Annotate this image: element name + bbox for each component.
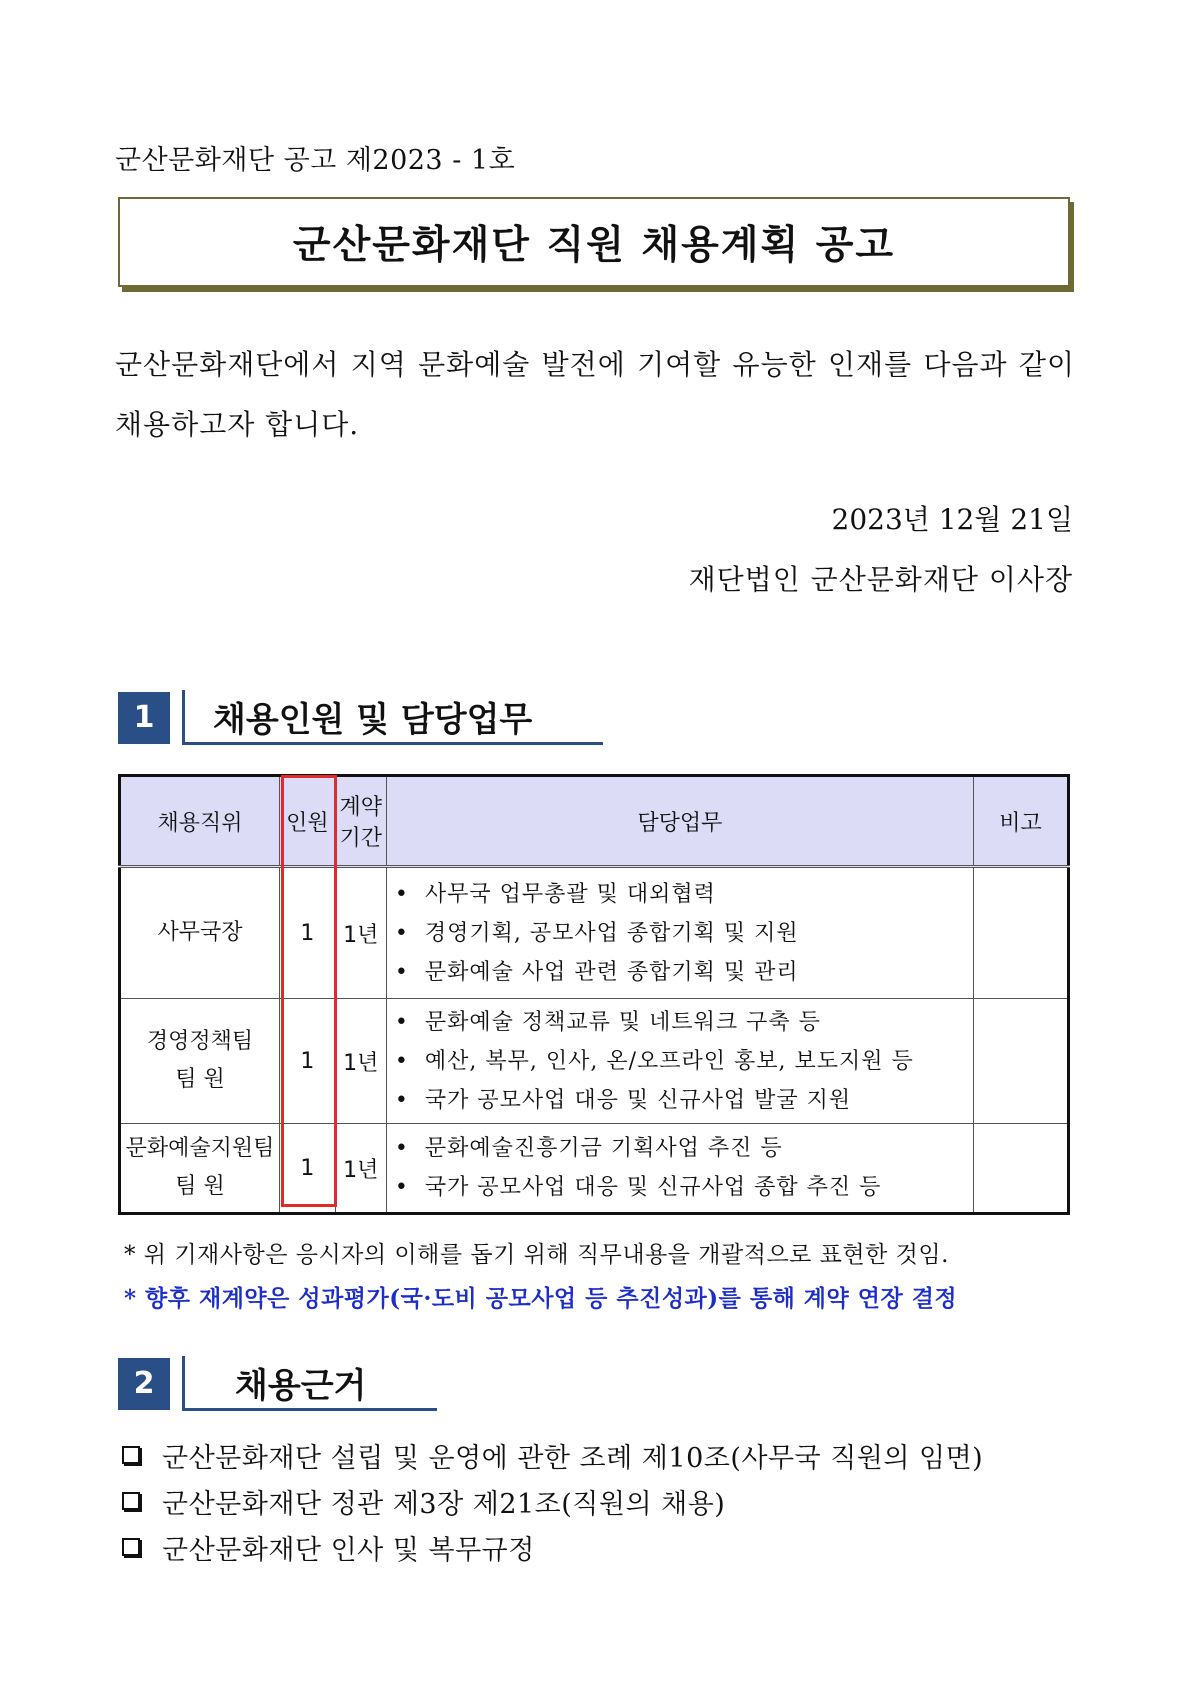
checkbox-square-icon [122, 1446, 140, 1464]
cell-duties [386, 999, 973, 1124]
checkbox-square-icon [122, 1538, 140, 1556]
duty-item [395, 1042, 973, 1081]
intro-paragraph: 군산문화재단에서 지역 문화예술 발전에 기여할 유능한 인재를 다음과 같이 채용하고자 합니다. [115, 348, 1075, 441]
duty-item [395, 1003, 973, 1042]
cell-note [973, 999, 1068, 1124]
duty-item [395, 953, 973, 992]
header-contract-line2: 기간 [339, 826, 382, 851]
header-note: 비고 [973, 776, 1068, 867]
bullet-icon: • [394, 1087, 409, 1113]
notice-number: 군산문화재단 공고 제2023 - 1호 [115, 145, 516, 176]
basis-text: 군산문화재단 인사 및 복무규정 [162, 1534, 535, 1566]
cell-count: 1 [280, 867, 336, 999]
bullet-icon: • [394, 1175, 409, 1200]
header-count: 인원 [280, 776, 336, 867]
section-number: 2 [118, 1358, 170, 1410]
bullet-icon: • [394, 1009, 409, 1035]
cell-contract: 1년 [335, 867, 386, 999]
section-1-header [118, 690, 603, 745]
duty-text: 문화예술진흥기금 기획사업 추진 등 [424, 1136, 783, 1161]
title-box [118, 197, 1070, 287]
cell-duties [386, 1124, 973, 1214]
table-note: * 위 기재사항은 응시자의 이해를 돕기 위해 직무내용을 개괄적으로 표현한 것임. [124, 1242, 949, 1268]
duty-table [118, 774, 1070, 1215]
duty-text: 경영기획, 공모사업 종합기획 및 지원 [424, 920, 799, 946]
cell-count: 1 [280, 1124, 336, 1214]
table-row [120, 1124, 1069, 1214]
list-item [122, 1524, 983, 1570]
basis-text: 군산문화재단 정관 제3장 제21조(직원의 채용) [162, 1488, 726, 1520]
bullet-icon: • [394, 881, 409, 907]
duty-item [395, 1129, 973, 1168]
list-item [122, 1478, 983, 1524]
issuer: 재단법인 군산문화재단 이사장 [688, 563, 1073, 596]
basis-text: 군산문화재단 설립 및 운영에 관한 조례 제10조(사무국 직원의 임면) [162, 1442, 984, 1474]
section-number: 1 [118, 692, 170, 744]
position-line2: 팀 원 [175, 1067, 225, 1092]
duty-text: 국가 공모사업 대응 및 신규사업 발굴 지원 [424, 1087, 852, 1113]
cell-position [120, 1124, 280, 1214]
cell-contract: 1년 [335, 1124, 386, 1214]
bullet-icon: • [394, 920, 409, 946]
header-contract-line1: 계약 [339, 795, 382, 820]
duty-item [395, 1081, 973, 1120]
notice-date: 2023년 12월 21일 [831, 503, 1073, 536]
bullet-icon: • [394, 959, 409, 985]
position-line1: 사무국장 [157, 920, 243, 945]
position-line2: 팀 원 [175, 1174, 225, 1199]
table-row [120, 999, 1069, 1124]
position-line1: 문화예술지원팀 [125, 1136, 275, 1161]
cell-position [120, 999, 280, 1124]
table-header-row [120, 776, 1069, 867]
duty-text: 문화예술 사업 관련 종합기획 및 관리 [424, 959, 799, 985]
header-duties: 담당업무 [386, 776, 973, 867]
duty-text: 사무국 업무총괄 및 대외협력 [424, 881, 716, 907]
table-row [120, 867, 1069, 999]
duty-item [395, 875, 973, 914]
checkbox-square-icon [122, 1492, 140, 1510]
duty-item [395, 1168, 973, 1207]
bullet-icon: • [394, 1048, 409, 1074]
count-column-highlight [281, 775, 337, 1207]
cell-note [973, 1124, 1068, 1214]
basis-list [122, 1432, 983, 1570]
header-position: 채용직위 [120, 776, 280, 867]
cell-contract: 1년 [335, 999, 386, 1124]
duty-text: 예산, 복무, 인사, 온/오프라인 홍보, 보도지원 등 [424, 1048, 914, 1074]
page-title: 군산문화재단 직원 채용계획 공고 [292, 223, 896, 268]
cell-count: 1 [280, 999, 336, 1124]
bullet-icon: • [394, 1136, 409, 1161]
cell-position [120, 867, 280, 999]
contract-renewal-note: * 향후 재계약은 성과평가(국·도비 공모사업 등 추진성과)를 통해 계약 연장 결정 [124, 1285, 958, 1312]
duty-item [395, 914, 973, 953]
section-2-header [118, 1356, 437, 1411]
position-line1: 경영정책팀 [146, 1029, 254, 1054]
header-contract [335, 776, 386, 867]
section-title: 채용인원 및 담당업무 [182, 690, 603, 745]
section-title: 채용근거 [182, 1356, 437, 1411]
duty-text: 국가 공모사업 대응 및 신규사업 종합 추진 등 [424, 1175, 882, 1200]
cell-duties [386, 867, 973, 999]
duty-text: 문화예술 정책교류 및 네트워크 구축 등 [424, 1009, 821, 1035]
list-item [122, 1432, 983, 1478]
cell-note [973, 867, 1068, 999]
